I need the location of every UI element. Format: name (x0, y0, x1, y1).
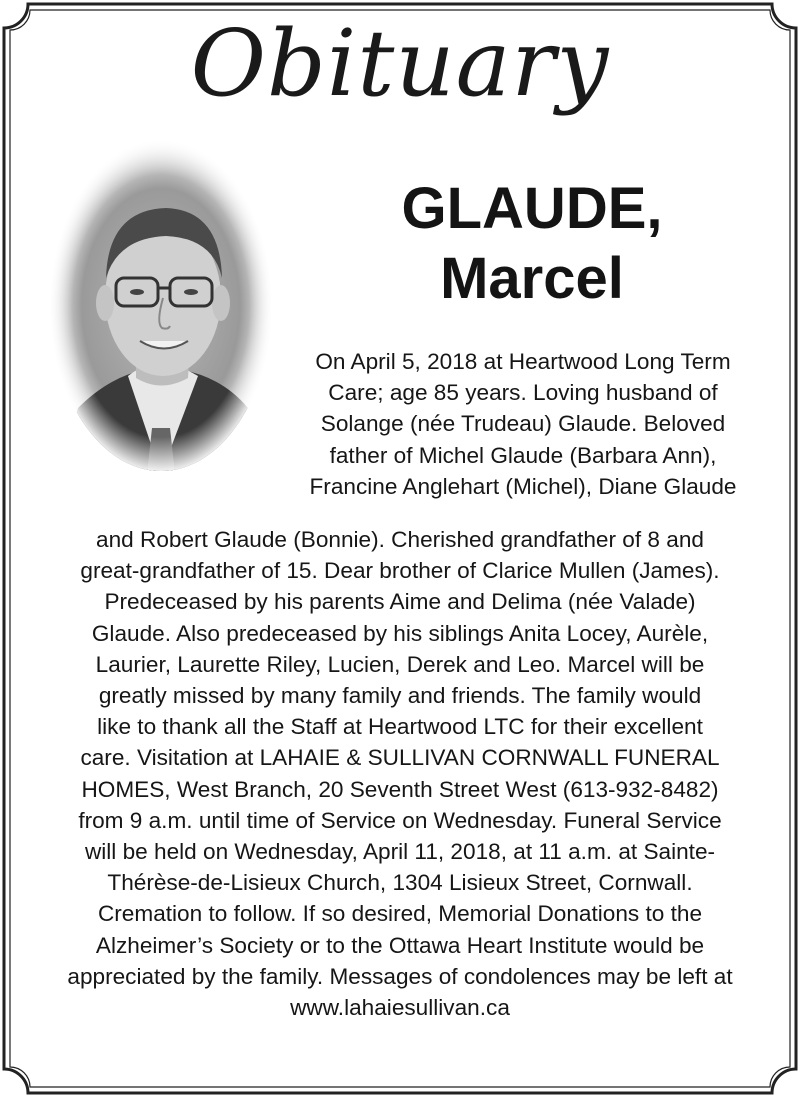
text-line: appreciated by the family. Messages of condolences may be left at (67, 963, 733, 989)
text-line: Laurier, Laurette Riley, Lucien, Derek and Leo. Marcel will be (95, 651, 705, 677)
text-line: Predeceased by his parents Aime and Delima (née Valade) (104, 589, 696, 615)
obituary-text-beside-photo (284, 346, 762, 502)
text-line: great-grandfather of 15. Dear brother of Clarice Mullen (James). (80, 558, 720, 584)
text-line: from 9 a.m. until time of Service on Wednesday. Funeral Service (78, 807, 722, 833)
text-line: Cremation to follow. If so desired, Memorial Donations to the (97, 901, 703, 927)
obituary-heading: Obituary (190, 10, 610, 117)
text-line: like to thank all the Staff at Heartwood LTC for their excellent (97, 714, 703, 740)
text-line: Alzheimer’s Society or to the Ottawa Heart Institute would be (95, 932, 705, 958)
text-line: greatly missed by many family and friends. The family would (98, 683, 702, 709)
text-line: Glaude. Also predeceased by his siblings Anita Locey, Aurèle, (91, 620, 709, 646)
text-line: On April 5, 2018 at Heartwood Long Term (315, 349, 731, 374)
text-line: father of Michel Glaude (Barbara Ann), (329, 442, 717, 468)
text-line: Francine Anglehart (Michel), Diane Glaude (309, 473, 737, 499)
text-line: care. Visitation at LAHAIE & SULLIVAN CORNWALL FUNERAL (80, 745, 720, 771)
text-line: and Robert Glaude (Bonnie). Cherished grandfather of 8 and (96, 527, 704, 552)
text-line: Thérèse-de-Lisieux Church, 1304 Lisieux Street, Cornwall. (107, 870, 693, 896)
deceased-surname: GLAUDE, (401, 176, 663, 241)
portrait-photo (48, 138, 274, 474)
website-link[interactable]: www.lahaiesullivan.ca (290, 995, 510, 1021)
text-line: will be held on Wednesday, April 11, 2018, at 11 a.m. at Sainte- (84, 839, 716, 865)
text-line: HOMES, West Branch, 20 Seventh Street West (613-932-8482) (81, 776, 719, 802)
obituary-text-body (18, 524, 782, 1023)
text-line: Care; age 85 years. Loving husband of (328, 380, 718, 406)
text-line: Solange (née Trudeau) Glaude. Beloved (320, 411, 726, 437)
deceased-given-name: Marcel (440, 246, 624, 311)
